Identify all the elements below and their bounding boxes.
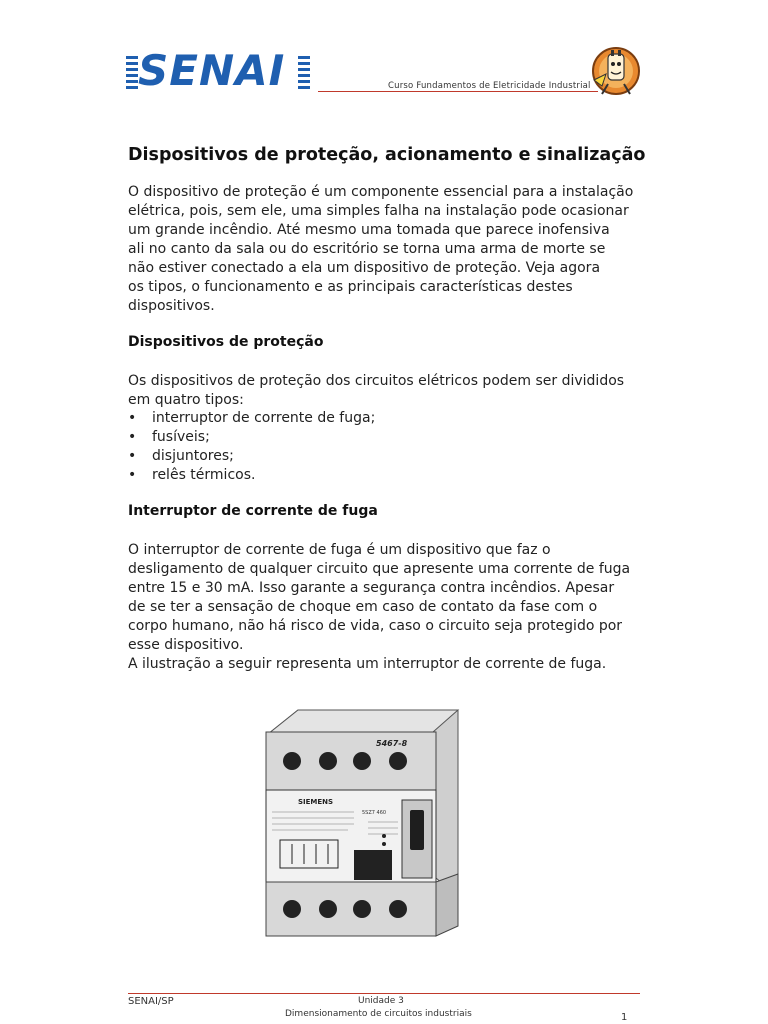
body-line: esse dispositivo. xyxy=(128,637,244,653)
intro-line: elétrica, pois, sem ele, uma simples falha na instalação pode ocasionar xyxy=(128,203,629,219)
protection-types-list xyxy=(128,409,375,485)
section-heading-leakage: Interruptor de corrente de fuga xyxy=(128,503,378,519)
footer-unit: Unidade 3 xyxy=(358,996,404,1006)
intro-line: não estiver conectado a ela um dispositivo de proteção. Veja agora xyxy=(128,260,601,276)
logo-stripes-left xyxy=(126,56,138,92)
page-number: 1 xyxy=(621,1012,628,1023)
device-model-side: 5SZ7 460 xyxy=(362,810,387,816)
intro-paragraph xyxy=(128,183,648,316)
intro-line: um grande incêndio. Até mesmo uma tomada que parece inofensiva xyxy=(128,222,610,238)
senai-logo xyxy=(126,46,310,96)
footer-org: SENAI/SP xyxy=(128,996,174,1007)
leakage-switch-illustration xyxy=(258,704,468,944)
lead-line: Os dispositivos de proteção dos circuitos elétricos podem ser divididos xyxy=(128,373,625,389)
body-line: O interruptor de corrente de fuga é um dispositivo que faz o xyxy=(128,542,551,558)
intro-line: O dispositivo de proteção é um componente essencial para a instalação xyxy=(128,184,634,200)
page-title: Dispositivos de proteção, acionamento e sinalização xyxy=(128,145,646,165)
device-brand: SIEMENS xyxy=(298,798,334,806)
course-title: Curso Fundamentos de Eletricidade Industrial xyxy=(388,81,591,91)
intro-line: ali no canto da sala ou do escritório se torna uma arma de morte se xyxy=(128,241,606,257)
list-item: • relês térmicos. xyxy=(128,466,375,485)
mascot-icon xyxy=(588,44,640,98)
body-line: A ilustração a seguir representa um interruptor de corrente de fuga. xyxy=(128,656,607,672)
footer-divider xyxy=(128,993,640,994)
device-model-top: 5467-8 xyxy=(376,739,408,748)
list-item: • disjuntores; xyxy=(128,447,375,466)
body-line: de se ter a sensação de choque em caso de contato da fase com o xyxy=(128,599,598,615)
body-line: desligamento de qualquer circuito que apresente uma corrente de fuga xyxy=(128,561,631,577)
intro-line: dispositivos. xyxy=(128,298,215,314)
body-line: corpo humano, não há risco de vida, caso o circuito seja protegido por xyxy=(128,618,623,634)
logo-stripes-right xyxy=(298,56,310,92)
body-line: entre 15 e 30 mA. Isso garante a segurança contra incêndios. Apesar xyxy=(128,580,615,596)
section2-body xyxy=(128,541,648,674)
intro-line: os tipos, o funcionamento e as principais características destes xyxy=(128,279,573,295)
list-item: • interruptor de corrente de fuga; xyxy=(128,409,375,428)
logo-text: SENAI xyxy=(138,46,286,95)
lead-line: em quatro tipos: xyxy=(128,392,244,408)
footer-subtitle: Dimensionamento de circuitos industriais xyxy=(285,1009,472,1019)
header-divider xyxy=(318,91,598,92)
list-item: • fusíveis; xyxy=(128,428,375,447)
section-heading-protection: Dispositivos de proteção xyxy=(128,334,324,350)
section1-lead xyxy=(128,372,648,410)
